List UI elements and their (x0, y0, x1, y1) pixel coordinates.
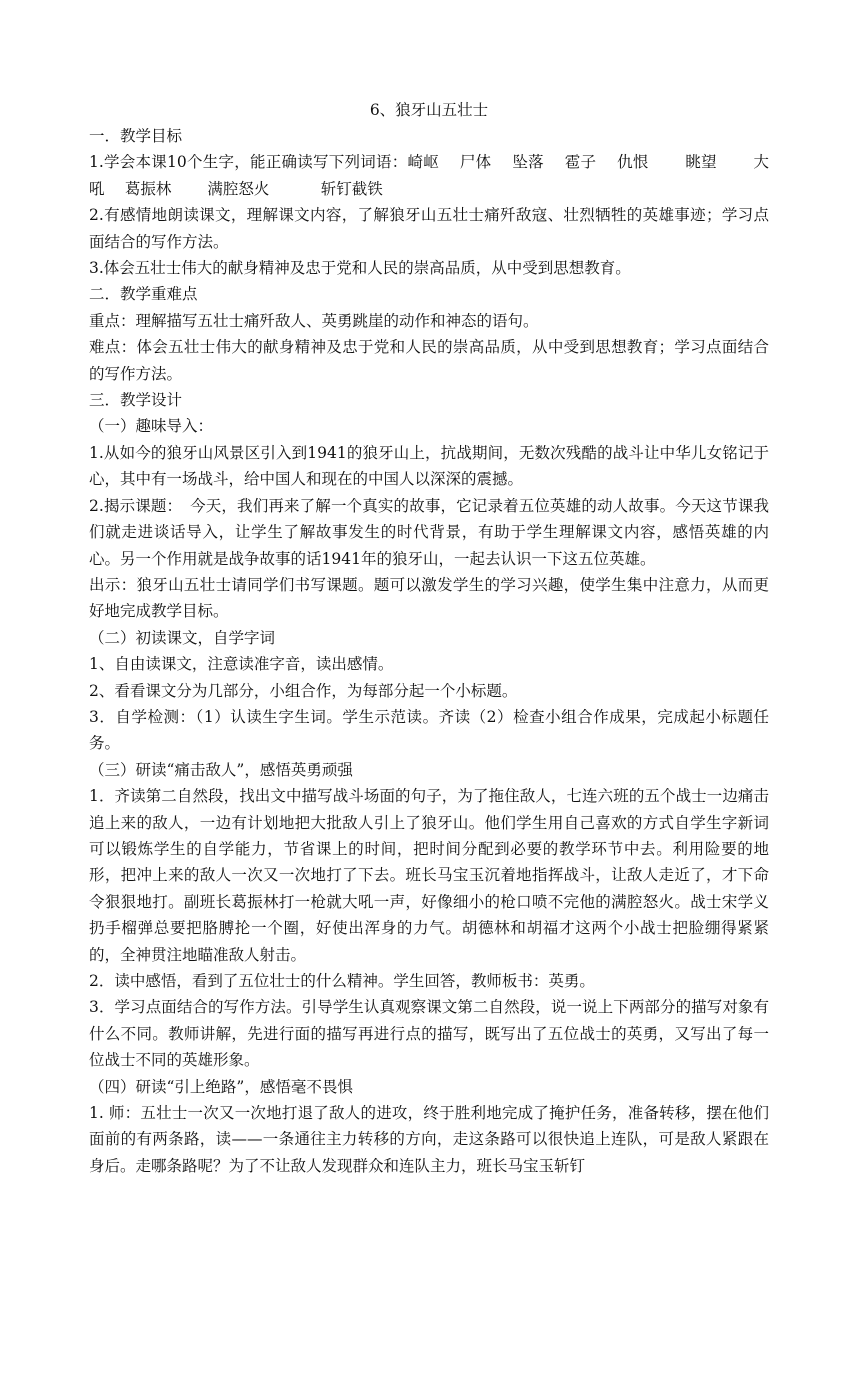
subsection-heading: （四）研读“引上绝路”，感悟毫不畏惧 (89, 1077, 353, 1096)
paragraph: 1、自由读课文，注意读准字音，读出感情。 (89, 655, 394, 674)
document-title: 6、狼牙山五壮士 (369, 101, 489, 119)
paragraph: 3．自学检测：（1）认读生字生词。学生示范读。齐读（2）检查小组合作成果，完成起小标题任务。 (89, 707, 769, 753)
paragraph: 1．齐读第二自然段，找出文中描写战斗场面的句子，为了拖住敌人，七连六班的五个战士一边痛击追上来的敌人，一边有计划地把大批敌人引上了狼牙山。他们学生用自己喜欢的方式自学生字新词可以锻炼学生的自学能力，节省课上的时间，把时间分配到必要的教学环节中去。利用险要的地形，把冲上来的敌人一次又一次地打了下去。班长马宝玉沉着地指挥战斗，让敌人走近了，才下命令狠狠地打。副班长葛振林打一枪就大吼一声，好像细小的枪口喷不完他的满腔怒火。战士宋学义扔手榴弹总要把胳膊抡一个圈，好使出浑身的力气。胡德林和胡福才这两个小战士把脸绷得紧紧的，全神贯注地瞄准敌人射击。 (89, 787, 769, 964)
paragraph: 1.从如今的狼牙山风景区引入到1941的狼牙山上，抗战期间，无数次残酷的战斗让中华儿女铭记于心，其中有一场战斗，给中国人和现在的中国人以深深的震撼。 (89, 443, 769, 489)
paragraph: 3．学习点面结合的写作方法。引导学生认真观察课文第二自然段，说一说上下两部分的描写对象有什么不同。教师讲解，先进行面的描写再进行点的描写，既写出了五位战士的英勇，又写出了每一位战士不同的英雄形象。 (89, 998, 769, 1070)
paragraph: 1.学会本课10个生字，能正确读写下列词语：崎岖 尸体 坠落 雹子 仇恨 眺望 大吼 葛振林 满腔怒火 斩钉截铁 (89, 153, 769, 198)
paragraph: 重点：理解描写五壮士痛歼敌人、英勇跳崖的动作和神态的语句。 (89, 311, 539, 330)
section-heading-key-points: 二．教学重难点 (89, 285, 198, 304)
paragraph: 2．读中感悟，看到了五位壮士的什么精神。学生回答，教师板书：英勇。 (89, 972, 595, 990)
paragraph: 2.揭示课题： 今天，我们再来了解一个真实的故事，它记录着五位英雄的动人故事。今天这节课我们就走进谈话导入，让学生了解故事发生的时代背景，有助于学生理解课文内容，感悟英雄的内心。另一个作用就是战争故事的话1941年的狼牙山，一起去认识一下这五位英雄。 (89, 496, 769, 568)
subsection-heading: （二）初读课文，自学字词 (89, 628, 276, 647)
paragraph: 出示：狼牙山五壮士请同学们书写课题。题可以激发学生的学习兴趣，使学生集中注意力，从而更好地完成教学目标。 (89, 575, 769, 621)
subsection-heading: （一）趣味导入： (89, 417, 214, 436)
paragraph: 2、看看课文分为几部分，小组合作，为每部分起一个小标题。 (89, 681, 518, 700)
section-heading-objectives: 一．教学目标 (89, 127, 183, 145)
document-page (89, 97, 769, 1179)
paragraph: 2.有感情地朗读课文，理解课文内容，了解狼牙山五壮士痛歼敌寇、壮烈牺牲的英雄事迹；学习点面结合的写作方法。 (89, 206, 769, 251)
subsection-heading: （三）研读“痛击敌人”，感悟英勇顽强 (89, 760, 353, 779)
paragraph: 3.体会五壮士伟大的献身精神及忠于党和人民的崇高品质，从中受到思想教育。 (89, 259, 631, 278)
paragraph: 难点：体会五壮士伟大的献身精神及忠于党和人民的崇高品质，从中受到思想教育；学习点面结合的写作方法。 (89, 338, 769, 383)
paragraph: 1. 师：五壮士一次又一次地打退了敌人的进攻，终于胜利地完成了掩护任务，准备转移，摆在他们面前的有两条路，读——一条通往主力转移的方向，走这条路可以很快追上连队，可是敌人紧跟在身后。走哪条路呢？为了不让敌人发现群众和连队主力，班长马宝玉斩钉 (89, 1104, 769, 1175)
section-heading-design: 三．教学设计 (89, 391, 183, 410)
